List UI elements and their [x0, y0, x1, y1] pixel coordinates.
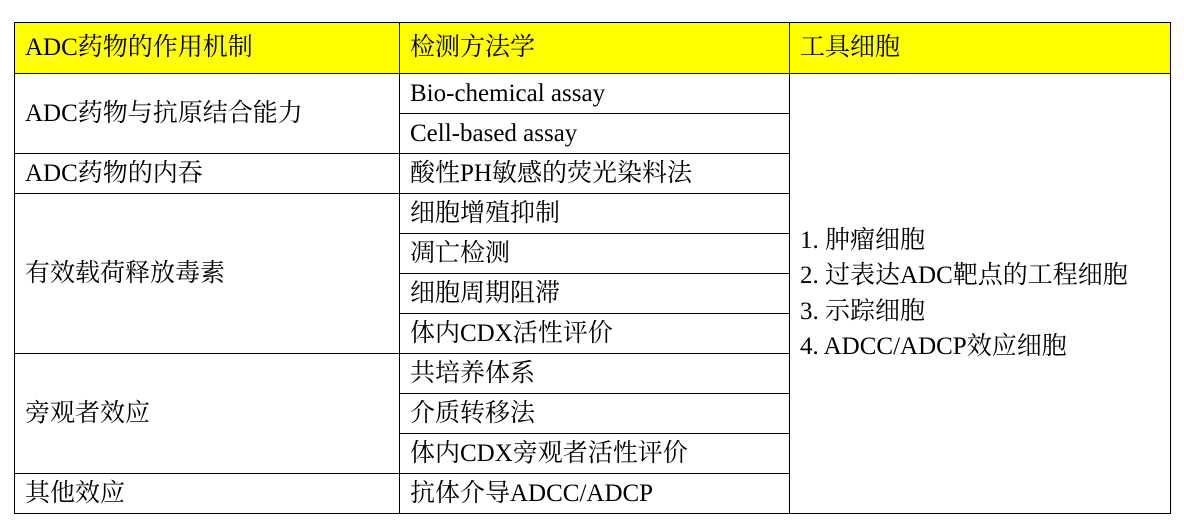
column-header-tools: 工具细胞 [790, 23, 1171, 74]
table-header-row [15, 23, 1171, 74]
mechanism-cell: 旁观者效应 [15, 354, 400, 474]
tools-list-item: 4. ADCC/ADCP效应细胞 [800, 333, 1067, 360]
tools-list-item: 1. 肿瘤细胞 [800, 226, 926, 254]
method-cell: 细胞增殖抑制 [400, 194, 790, 234]
mechanism-cell: 有效载荷释放毒素 [15, 194, 400, 354]
adc-mechanism-table [14, 22, 1171, 514]
tools-list [800, 223, 1160, 365]
method-cell: Bio-chemical assay [400, 74, 790, 114]
method-cell: 体内CDX旁观者活性评价 [400, 434, 790, 474]
method-cell: 细胞周期阻滞 [400, 274, 790, 314]
column-header-method: 检测方法学 [400, 23, 790, 74]
tools-cell [790, 74, 1171, 514]
tools-list-item: 2. 过表达ADC靶点的工程细胞 [800, 262, 1128, 289]
method-cell: 介质转移法 [400, 394, 790, 434]
method-cell: 抗体介导ADCC/ADCP [400, 474, 790, 514]
mechanism-cell: 其他效应 [15, 474, 400, 514]
table-row [15, 74, 1171, 114]
mechanism-cell: ADC药物的内吞 [15, 154, 400, 194]
method-cell: 酸性PH敏感的荧光染料法 [400, 154, 790, 194]
tools-list-item: 3. 示踪细胞 [800, 297, 926, 325]
method-cell: 凋亡检测 [400, 234, 790, 274]
method-cell: 体内CDX活性评价 [400, 314, 790, 354]
method-cell: 共培养体系 [400, 354, 790, 394]
mechanism-cell: ADC药物与抗原结合能力 [15, 74, 400, 154]
column-header-mechanism: ADC药物的作用机制 [15, 23, 400, 74]
method-cell: Cell-based assay [400, 114, 790, 154]
